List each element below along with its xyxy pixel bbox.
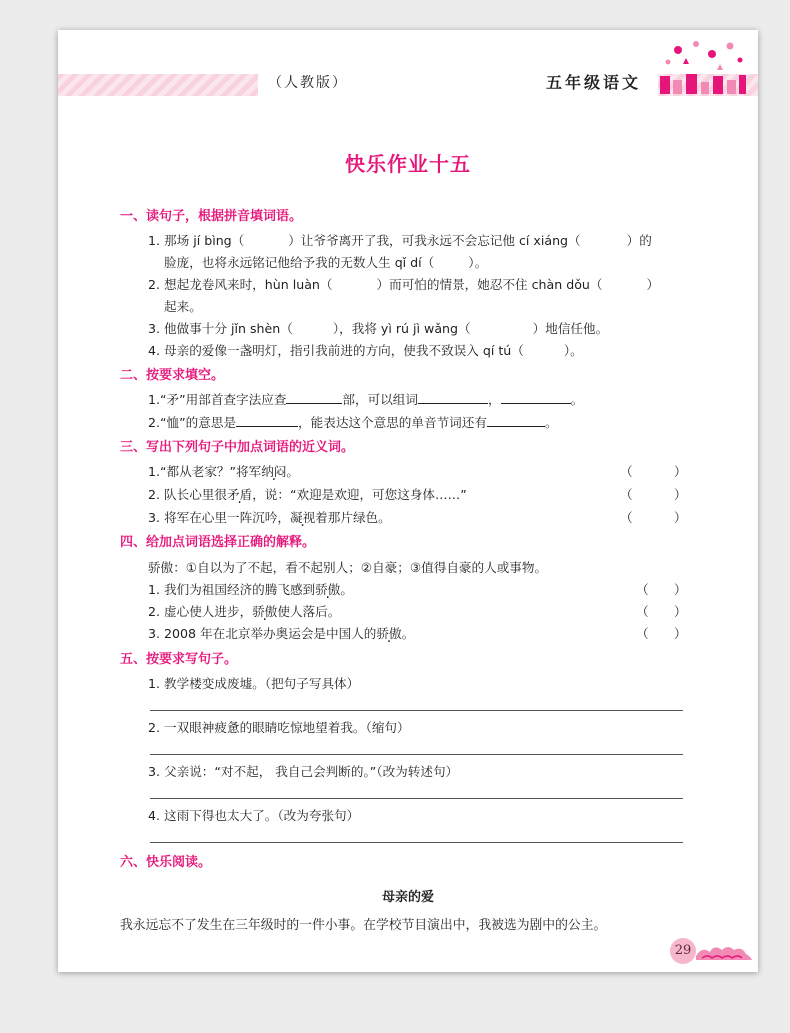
answer-paren-open[interactable]: （ [636,582,649,597]
dotted-word: 纳闷 [261,464,287,479]
answer-line[interactable] [150,754,683,755]
answer-paren-close: ） [674,464,687,479]
page-number: 29 [670,938,696,964]
dotted-word: 矛盾 [227,487,253,502]
dotted-word: 骄傲 [315,582,341,597]
s2-line-2: 2.“恤”的意思是 ，能表达这个意思的单音节词还有 。 [148,415,558,430]
s1-line-2: 2. 想起龙卷风来时，hùn luàn（ ）而可怕的情景，她忍不住 chàn dǒu（ ） [148,277,660,292]
blank[interactable] [286,392,342,404]
s5-line-1: 1. 教学楼变成废墟。（把句子写具体） [148,676,360,691]
answer-line[interactable] [150,798,683,799]
answer-paren-open[interactable]: （ [636,626,649,641]
section-6-heading: 六、快乐阅读。 [120,855,212,870]
flower-decoration-icon [656,38,748,96]
s1-line-3: 3. 他做事十分 jǐn shèn（ ），我将 yì rú jì wǎng（ ）地信任他。 [148,321,609,336]
s1-line-4: 4. 母亲的爱像一盏明灯，指引我前进的方向，使我不致误入 qí tú（ ）。 [148,343,583,358]
answer-paren-close: ） [674,510,687,525]
s4-definition: 骄傲：①自以为了不起，看不起别人；②自豪；③值得自豪的人或事物。 [148,560,548,575]
s3-line-3: 3. 将军在心里一阵沉吟，凝视着那片绿色。 [148,510,391,525]
s4-line-3: 3. 2008 年在北京举办奥运会是中国人的骄傲。 [148,626,415,641]
s3-line-2: 2. 队长心里很矛盾，说：“欢迎是欢迎，可您这身体……” [148,487,467,502]
s1-line-2-cont: 起来。 [164,299,202,314]
answer-paren-open[interactable]: （ [620,464,633,479]
s4-line-2: 2. 虚心使人进步，骄傲使人落后。 [148,604,341,619]
s4-line-1: 1. 我们为祖国经济的腾飞感到骄傲。 [148,582,353,597]
answer-paren-open[interactable]: （ [620,487,633,502]
section-4-heading: 四、给加点词语选择正确的解释。 [120,535,316,550]
blank[interactable] [487,415,545,427]
section-2-heading: 二、按要求填空。 [120,368,225,383]
cloud-decoration-icon [694,942,754,964]
answer-paren-close: ） [674,626,687,641]
answer-paren-open[interactable]: （ [620,510,633,525]
s1-line-1-cont: 脸庞，也将永远铭记他给予我的无数人生 qǐ dí（ ）。 [164,255,488,270]
s1-line-1: 1. 那场 jí bìng（ ）让爷爷离开了我，可我永远不会忘记他 cí xiáng（ ）的 [148,233,652,248]
reading-title: 母亲的爱 [381,890,434,905]
section-5-heading: 五、按要求写句子。 [120,652,238,667]
page-title: 快乐作业十五 [345,152,471,176]
edition-label: （人教版） [268,75,348,91]
answer-line[interactable] [150,842,683,843]
section-1-heading: 一、读句子，根据拼音填词语。 [120,209,303,224]
s5-line-3: 3. 父亲说：“对不起， 我自己会判断的。”（改为转述句） [148,764,459,779]
answer-paren-close: ） [674,604,687,619]
s5-line-2: 2. 一双眼神疲惫的眼睛吃惊地望着我。（缩句） [148,720,410,735]
dotted-word: 骄傲 [252,604,278,619]
dotted-word: 骄傲 [376,626,402,641]
s3-line-1: 1.“都从老家？”将军纳闷。 [148,464,300,479]
blank[interactable] [236,415,298,427]
answer-paren-close: ） [674,582,687,597]
subject-label: 五年级语文 [546,73,642,92]
reading-body: 我永远忘不了发生在三年级时的一件小事。在学校节目演出中，我被选为剧中的公主。 [120,918,607,933]
section-3-heading: 三、写出下列句子中加点词语的近义词。 [120,440,355,455]
blank[interactable] [501,392,571,404]
blank[interactable] [418,392,488,404]
s2-line-1: 1.“矛”用部首查字法应查 部，可以组词 ， 。 [148,392,584,407]
answer-paren-close: ） [674,487,687,502]
s5-line-4: 4. 这雨下得也太大了。（改为夸张句） [148,808,360,823]
answer-paren-open[interactable]: （ [636,604,649,619]
dotted-word: 凝视 [289,510,316,525]
workbook-page [58,30,758,972]
answer-line[interactable] [150,710,683,711]
